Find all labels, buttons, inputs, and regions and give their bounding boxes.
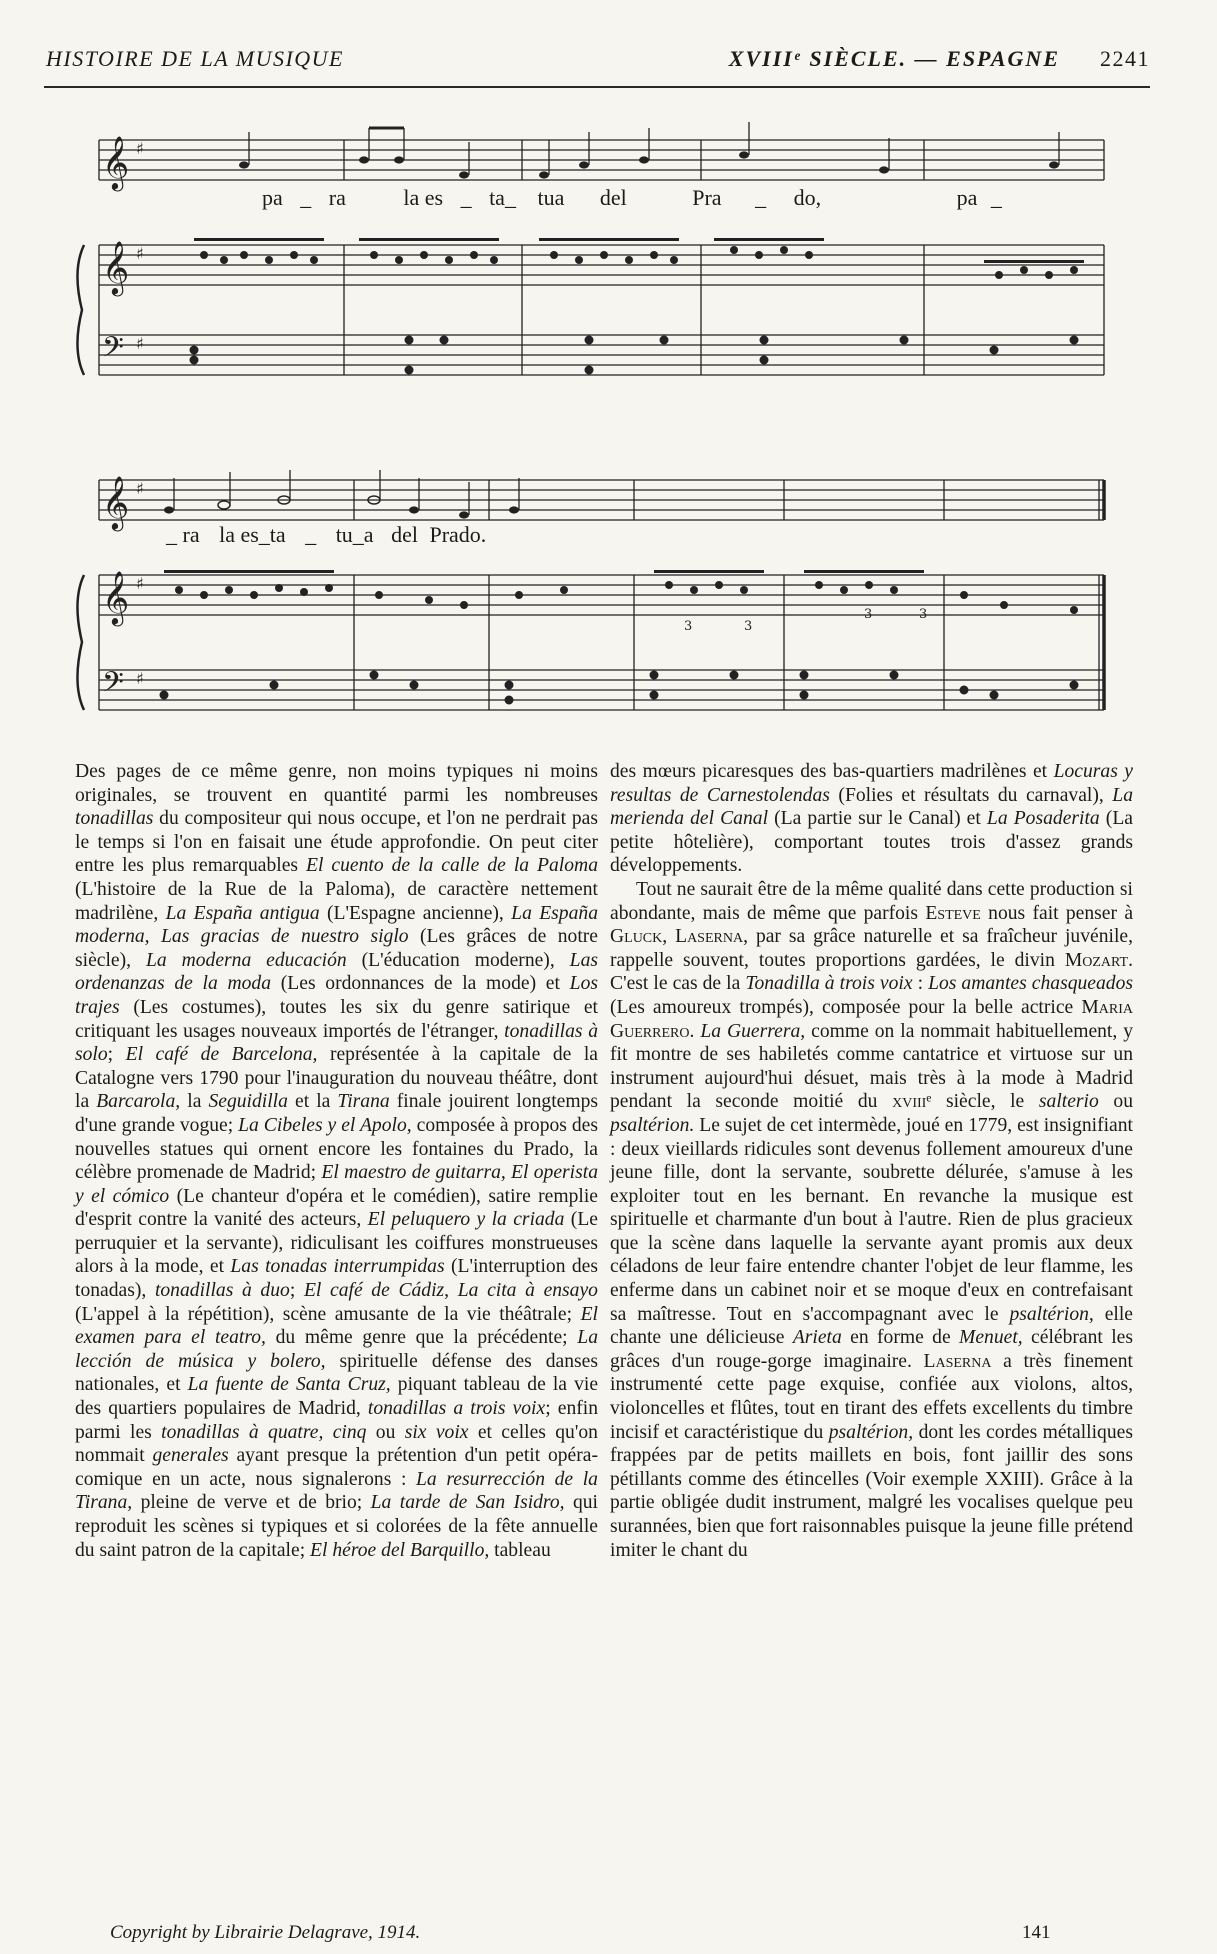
svg-text:3: 3 xyxy=(684,619,693,634)
svg-text:𝄞: 𝄞 xyxy=(102,475,130,529)
score-system-2-graphic xyxy=(44,470,1150,745)
lyric-syllable: Prado. xyxy=(429,522,487,547)
music-system-1 xyxy=(44,120,1150,410)
svg-text:♯: ♯ xyxy=(136,244,144,263)
svg-text:♯: ♯ xyxy=(136,479,144,498)
right-paragraph-1: des mœurs picaresques des bas-quartiers madrilènes et Locuras y resultas de Carnestolendas (Folies et résultats du carnaval), La merienda del Canal (La partie sur le Canal) et La Posaderita (La petite hôtelière), comportant toutes trois d'assez grands développements. xyxy=(610,761,1133,877)
lyric-syllable: _ ra xyxy=(166,522,200,547)
lyric-syllable: ta_ xyxy=(489,185,516,210)
copyright-notice: Copyright by Librairie Delagrave, 1914. xyxy=(110,1922,421,1943)
lyric-syllable: tua xyxy=(537,185,565,210)
svg-text:3: 3 xyxy=(864,607,873,622)
lyric-syllable: ra xyxy=(328,185,346,210)
svg-text:♯: ♯ xyxy=(136,334,144,353)
header-page-number: 2241 xyxy=(1100,46,1150,71)
svg-text:𝄢: 𝄢 xyxy=(102,666,124,706)
right-text-column xyxy=(610,760,1133,1562)
lyric-syllable: la es_ta xyxy=(219,522,286,547)
svg-text:𝄞: 𝄞 xyxy=(102,570,130,624)
lyric-syllable: _ xyxy=(755,185,767,210)
lyric-syllable: _ xyxy=(300,185,312,210)
svg-text:𝄞: 𝄞 xyxy=(102,240,130,294)
svg-text:3: 3 xyxy=(919,607,928,622)
svg-text:♯: ♯ xyxy=(136,669,144,688)
svg-text:3: 3 xyxy=(744,619,753,634)
lyric-syllable: do, xyxy=(793,185,822,210)
lyric-syllable: _ xyxy=(460,185,472,210)
left-paragraph: Des pages de ce même genre, non moins typiques ni moins originales, se trouvent en quantité parmi les nombreuses tonadillas du compositeur qui nous occupe, et l'on ne perdrait pas le temps si l'on en faisait une étude approfondie. On peut citer entre les plus remarquables El cuento de la calle de la Paloma (L'histoire de la Rue de la Paloma), de caractère nettement madrilène, La España antigua (L'Espagne ancienne), La España moderna, Las gracias de nuestro siglo (Les grâces de notre siècle), La moderna educación (L'éducation moderne), Las ordenanzas de la moda (Les ordonnances de la mode) et Los trajes (Les costumes), toutes les six du genre satirique et critiquant les usages nouveaux importés de l'étranger, tonadillas à solo; El café de Barcelona, représentée à la capitale de la Catalogne vers 1790 pour l'inauguration du nouveau théâtre, dont la Barcarola, la Seguidilla et la Tirana finale jouirent longtemps d'une grande vogue; La Cibeles y el Apolo, composée à propos des nouvelles statues qui ornent encore les fontaines du Prado, la célèbre promenade de Madrid; El maestro de guitarra, El operista y el cómico (Le chanteur d'opéra et le comédien), satire remplie d'esprit contre la vanité des acteurs, El peluquero y la criada (Le perruquier et la servante), ridiculisant les coiffures monstrueuses alors à la mode, et Las tonadas interrumpidas (L'interruption des tonadas), tonadillas à duo; El café de Cádiz, La cita à ensayo (L'appel à la répétition), scène amusante de la vie théâtrale; El examen para el teatro, du même genre que la précédente; La lección de música y bolero, spirituelle défense des danses nationales, et La fuente de Santa Cruz, piquant tableau de la vie des quartiers populaires de Madrid, tonadillas a trois voix; enfin parmi les tonadillas à quatre, cinq ou six voix et celles qu'on nommait generales ayant presque la prétention d'un petit opéra-comique en un acte, nous signalerons : La resurrección de la Tirana, pleine de verve et de brio; La tarde de San Isidro, qui reproduit les scènes si typiques et si colorées de la fête annuelle du saint patron de la capitale; El héroe del Barquillo, tableau xyxy=(75,761,599,1561)
lyric-syllable: Pra xyxy=(692,185,722,210)
svg-text:♯: ♯ xyxy=(136,574,144,593)
lyric-syllable: _ xyxy=(990,185,1002,210)
lyric-syllable: pa xyxy=(262,185,283,210)
header-section-title: XVIIIᵉ SIÈCLE. — ESPAGNE xyxy=(728,46,1060,71)
lyric-syllable: _ xyxy=(305,522,317,547)
header-book-title: HISTOIRE DE LA MUSIQUE xyxy=(46,46,344,71)
lyric-syllable: del xyxy=(599,185,627,210)
lyric-syllable: del xyxy=(391,522,418,547)
music-system-2 xyxy=(44,470,1150,745)
svg-text:𝄞: 𝄞 xyxy=(102,135,130,189)
running-header xyxy=(44,44,1150,88)
svg-text:♯: ♯ xyxy=(136,139,144,158)
system2-lyrics xyxy=(166,522,486,548)
lyric-syllable: tu_a xyxy=(335,522,374,547)
right-paragraph-2: Tout ne saurait être de la même qualité dans cette production si abondante, mais de même que parfois Esteve nous fait penser à Gluck, Laserna, par sa grâce naturelle et sa fraîcheur juvénile, rappelle souvent, toutes proportions gardées, le divin Mozart. C'est le cas de la Tonadilla à trois voix : Los amantes chasqueados (Les amoureux trompés), composée pour la belle actrice Maria Guerrero. La Guerrera, comme on la nommait habituellement, y fit montre de ses habiletés comme cantatrice et virtuose sur un instrument aujourd'hui désuet, mais très à la mode à Madrid pendant la seconde moitié du xviiiᵉ siècle, le salterio ou psaltérion. Le sujet de cet intermède, joué en 1779, est insignifiant : deux vieillards ridicules sont devenus follement amoureux d'une jeune fille, dont la servante, soubrette délurée, s'amuse à les exploiter tout en les bernant. En revanche la musique est spirituelle et charmante d'un bout à l'autre. Rien de plus gracieux que la scène dans laquelle la servante ayant promis aux deux céladons de leur faire entendre chanter l'objet de leur flamme, les enferme dans un cabinet noir et se moque d'eux en contrefaisant sa maîtresse. Tout en s'accompagnant avec le psaltérion, elle chante une délicieuse Arieta en forme de Menuet, célébrant les grâces d'un rouge-gorge imaginaire. Laserna a très finement instrumenté cette page exquise, confiée aux violons, altos, violoncelles et flûtes, tout en tirant des effets excellents du timbre incisif et caractéristique du psaltérion, dont les cordes métalliques frappées par de petits maillets en bois, font jaillir des sons pétillants comme des étincelles (Voir exemple XXIII). Grâce à la partie obligée dudit instrument, malgré les vocalises quelque peu surannées, bien que fort raisonnables puisque la jeune fille prétend imiter le chant du xyxy=(610,878,1134,1561)
lyric-syllable: la es xyxy=(403,185,444,210)
system1-lyrics xyxy=(262,185,1002,211)
score-system-1-graphic xyxy=(44,120,1150,410)
left-text-column xyxy=(75,760,598,1562)
voice-staff xyxy=(99,140,1104,180)
svg-text:𝄢: 𝄢 xyxy=(102,331,124,371)
footer-page-number: 141 xyxy=(1022,1922,1051,1943)
lyric-syllable: pa xyxy=(956,185,978,210)
